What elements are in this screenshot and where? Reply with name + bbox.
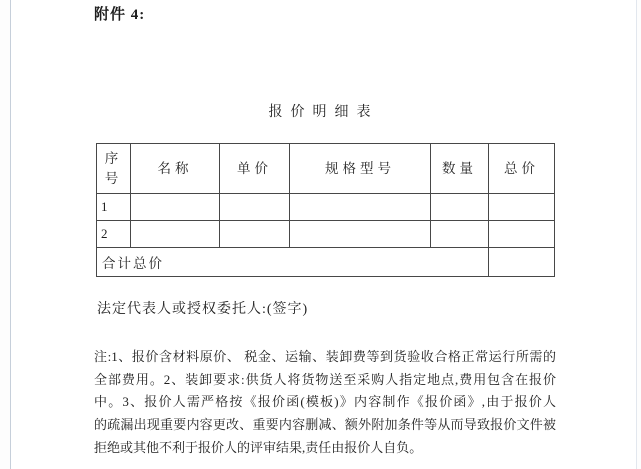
column-header-name: 名称 <box>131 144 220 194</box>
note-line: 全部费用。2、装卸要求:供货人将货物送至采购人指定地点,费用包含在报价 <box>94 371 556 387</box>
table-cell <box>131 221 220 248</box>
document-page <box>10 0 637 469</box>
row-number-cell: 1 <box>97 194 131 221</box>
quotation-table <box>96 143 555 277</box>
total-row-value <box>489 248 555 277</box>
table-cell <box>489 194 555 221</box>
table-cell <box>220 221 290 248</box>
note-line: 注:1、报价含材料原价、 税金、运输、装卸费等到货验收合格正常运行所需的 <box>94 349 556 364</box>
table-header-row <box>97 144 555 194</box>
column-header-spec-model: 规格型号 <box>290 144 431 194</box>
table-cell <box>131 194 220 221</box>
table-cell <box>431 194 489 221</box>
table-row <box>97 194 555 221</box>
column-header-total-price: 总价 <box>489 144 555 194</box>
row-number-cell: 2 <box>97 221 131 248</box>
note-line: 的疏漏出现重要内容更改、重要内容删减、额外附加条件等从而导致报价文件被 <box>94 417 556 433</box>
total-row-label: 合计总价 <box>97 248 489 277</box>
column-header-unit-price: 单价 <box>220 144 290 194</box>
column-header-seq: 序号 <box>97 144 131 194</box>
note-line: 中。3、报价人需严格按《报价函(模板)》内容制作《报价函》,由于报价人 <box>94 394 556 410</box>
table-cell <box>220 194 290 221</box>
table-row <box>97 221 555 248</box>
signature-line: 法定代表人或授权委托人:(签字) <box>97 302 309 317</box>
total-row <box>97 248 555 277</box>
column-header-quantity: 数量 <box>431 144 489 194</box>
note-line: 拒绝或其他不利于报价人的评审结果,责任由报价人自负。 <box>94 439 423 455</box>
table-cell <box>489 221 555 248</box>
table-cell <box>431 221 489 248</box>
table-cell <box>290 194 431 221</box>
table-cell <box>290 221 431 248</box>
document-title: 报价明细表 <box>268 105 379 120</box>
notes-paragraph <box>94 346 556 460</box>
attachment-label: 附件 4: <box>94 7 146 23</box>
